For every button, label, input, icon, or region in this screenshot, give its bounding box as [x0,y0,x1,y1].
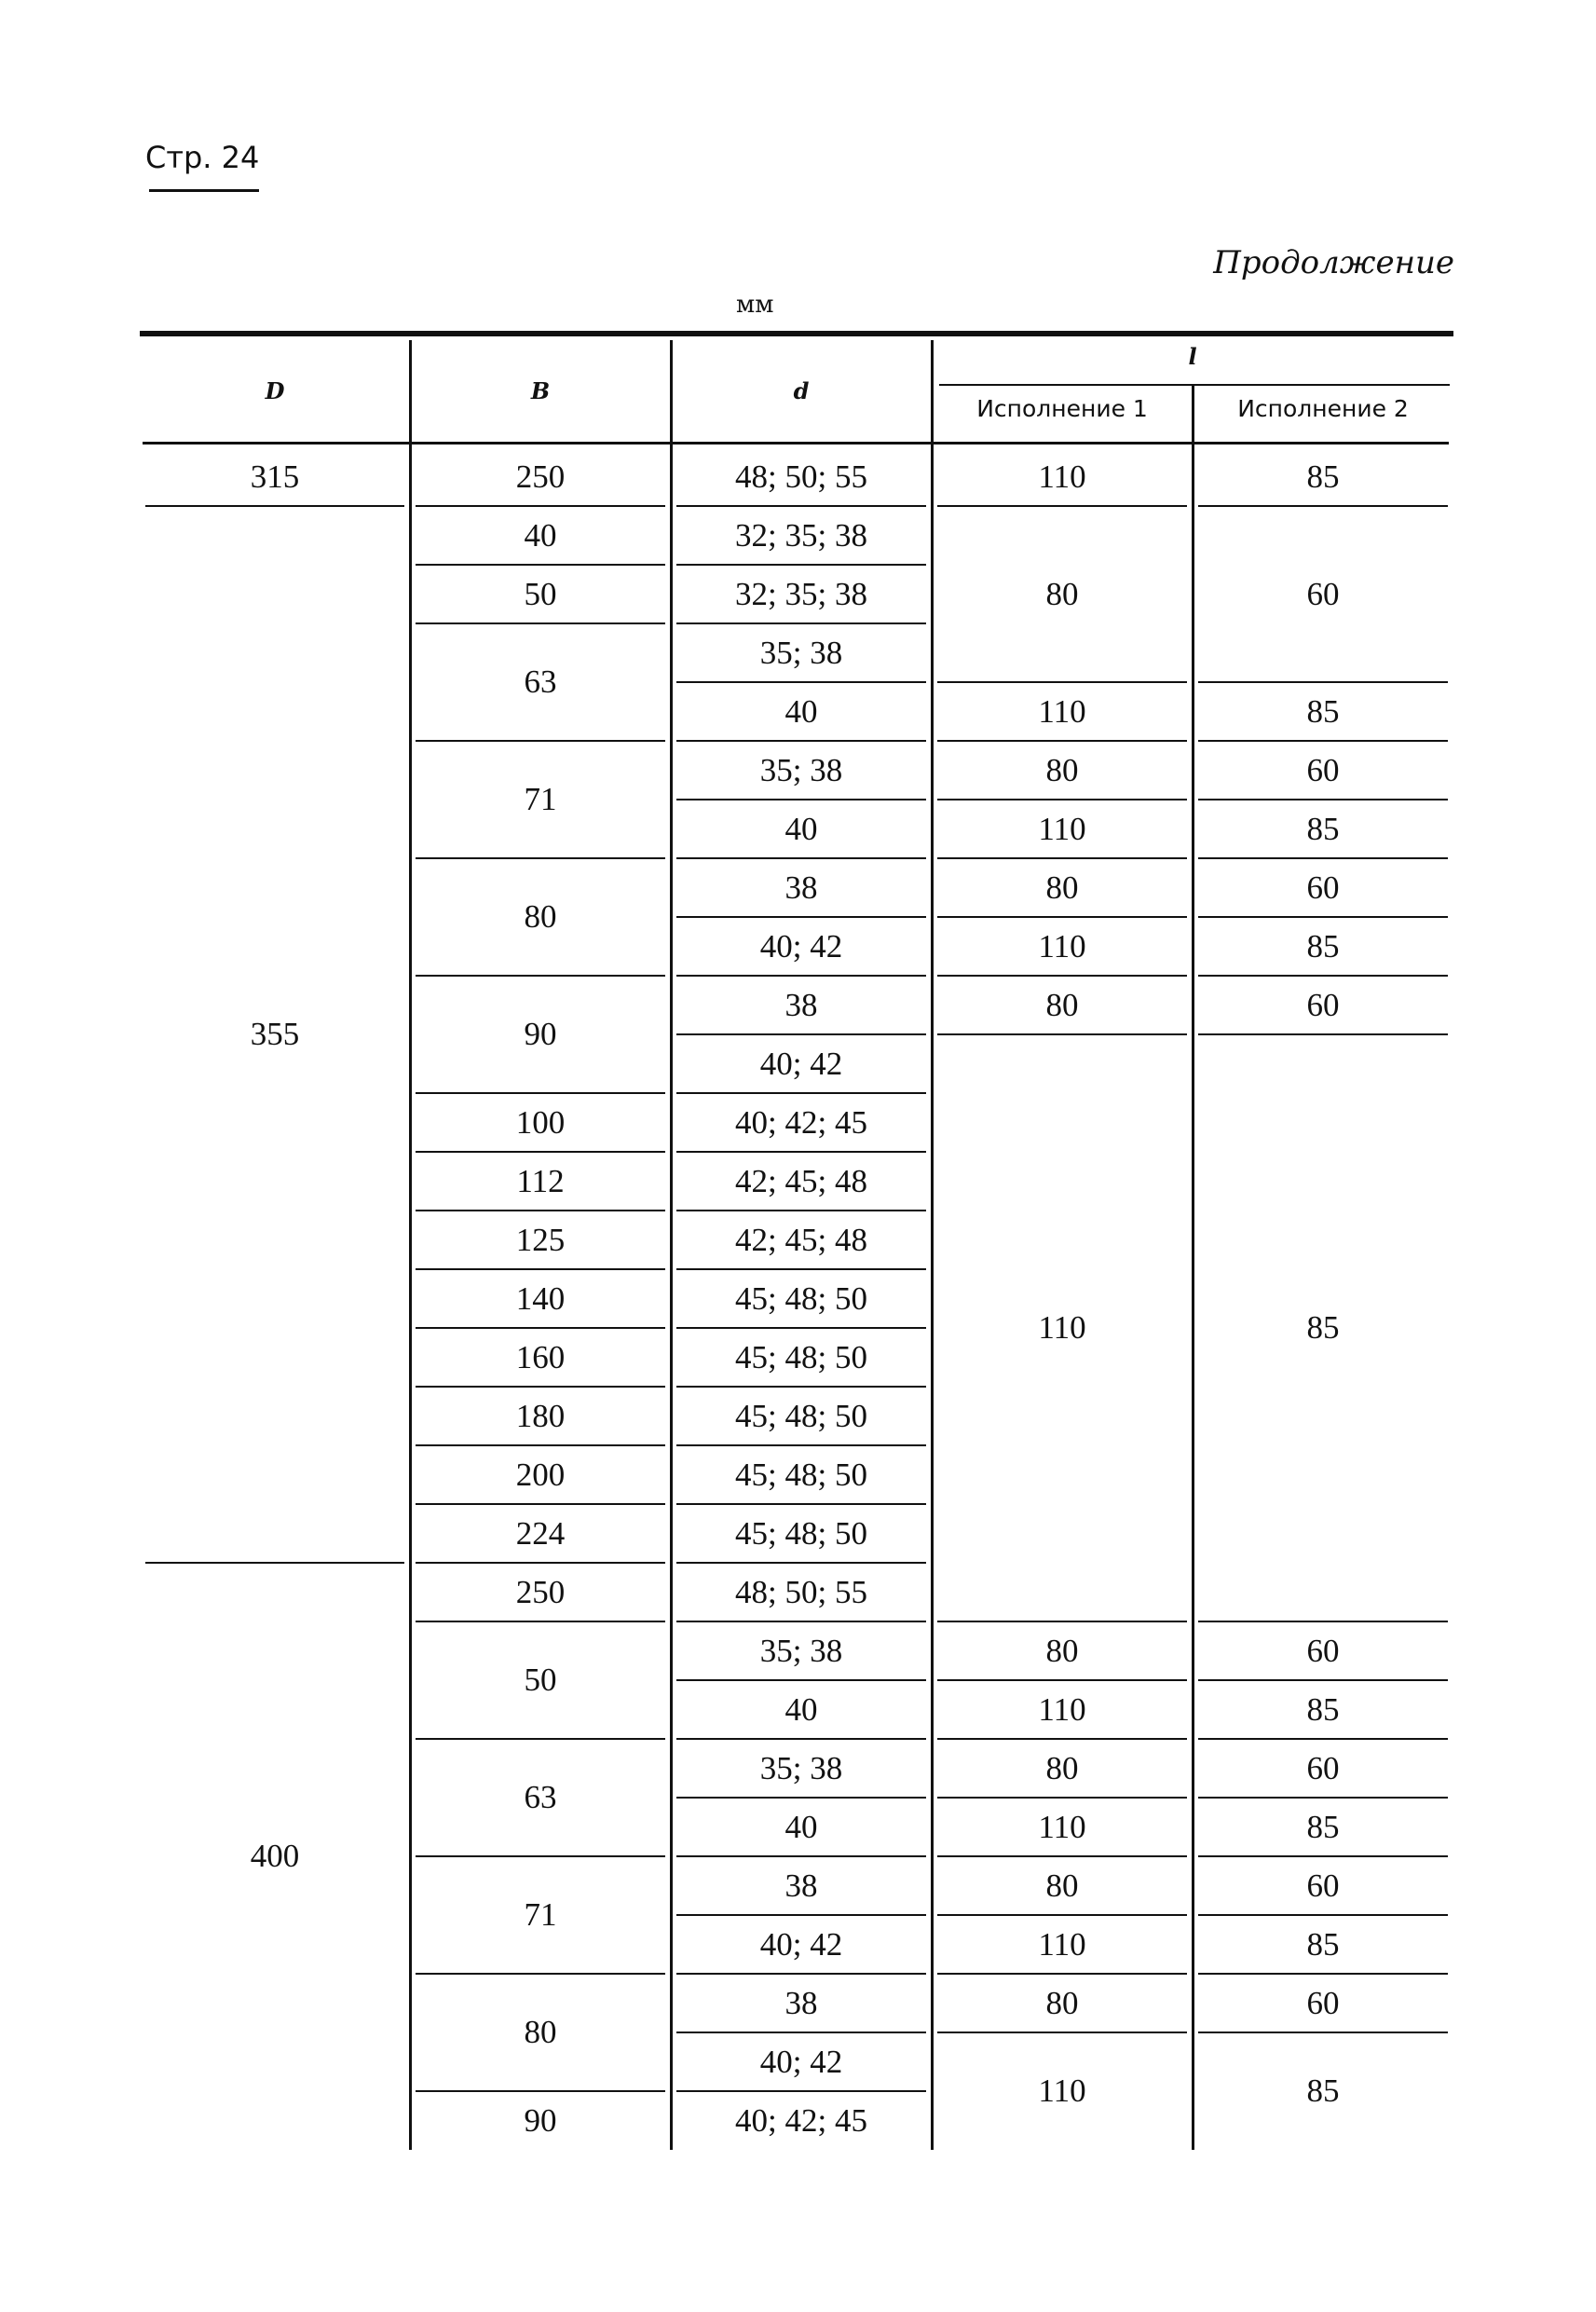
l-variant-2-cell: 60 [1306,575,1340,612]
b-value-cell: 160 [515,1338,566,1375]
row-rule [676,975,926,977]
shaft-d-cell: 40 [784,692,818,730]
shaft-d-cell: 38 [784,986,818,1023]
row-rule [145,505,404,507]
row-rule [937,975,1187,977]
row-rule [416,1210,665,1211]
row-rule [1198,799,1448,800]
l-variant-1-cell: 110 [1038,1808,1086,1845]
shaft-d-cell: 45; 48; 50 [735,1456,867,1493]
l-variant-2-cell: 60 [1306,1867,1340,1904]
row-rule [416,1268,665,1270]
l-variant-1-cell: 80 [1045,986,1079,1023]
row-rule [416,1738,665,1740]
row-rule [416,1503,665,1505]
row-rule [676,857,926,859]
shaft-d-cell: 45; 48; 50 [735,1279,867,1317]
row-rule [1198,1973,1448,1975]
b-value-cell: 90 [524,1016,557,1052]
shaft-d-cell: 38 [784,1984,818,2021]
page-number: Стр. 24 [145,140,260,175]
b-value-cell: 224 [515,1514,566,1552]
l-variant-2-cell: 85 [1306,458,1340,495]
l-variant-1-cell: 110 [1038,1690,1086,1728]
l-variant-1-cell: 80 [1045,1984,1079,2021]
row-rule [416,1444,665,1446]
l-variant-1-cell: 110 [1038,810,1086,847]
shaft-d-cell: 35; 38 [759,1749,843,1786]
shaft-d-cell: 40; 42 [759,927,843,964]
shaft-d-cell: 40; 42; 45 [735,2101,867,2139]
l-variant-1-cell: 110 [1038,458,1086,495]
b-value-cell: 80 [524,2014,557,2050]
row-rule [676,1268,926,1270]
row-rule [416,505,665,507]
row-rule [416,1327,665,1329]
row-rule [937,2032,1187,2033]
row-rule [937,1914,1187,1916]
shaft-d-cell: 38 [784,1867,818,1904]
l-variant-2-cell: 60 [1306,751,1340,788]
row-rule [416,1855,665,1857]
l-variant-2-cell: 85 [1306,1925,1340,1963]
header-l: l [1188,343,1197,370]
row-rule [1198,1033,1448,1035]
row-rule [676,1679,926,1681]
shaft-d-cell: 32; 35; 38 [735,516,867,554]
b-value-cell: 63 [524,664,557,700]
row-rule [937,857,1187,859]
b-value-cell: 180 [515,1397,566,1434]
row-rule [1198,1914,1448,1916]
row-rule [676,799,926,800]
row-rule [676,1151,926,1153]
l-variant-2-cell: 85 [1306,2073,1340,2109]
b-value-cell: 250 [515,458,566,495]
b-value-cell: 125 [515,1221,566,1258]
l-variant-2-cell: 60 [1306,986,1340,1023]
l-variant-1-cell: 110 [1038,1309,1086,1346]
shaft-d-cell: 45; 48; 50 [735,1514,867,1552]
row-rule [676,681,926,683]
row-rule [937,1797,1187,1799]
shaft-d-cell: 40 [784,810,818,847]
column-divider [1192,384,1194,2150]
column-divider [409,340,412,2150]
b-value-cell: 140 [515,1279,566,1317]
l-variant-2-cell: 85 [1306,810,1340,847]
row-rule [416,740,665,742]
row-rule [676,1503,926,1505]
l-variant-2-cell: 60 [1306,1749,1340,1786]
l-variant-2-cell: 85 [1306,1808,1340,1845]
row-rule [416,1621,665,1622]
b-value-cell: 200 [515,1456,566,1493]
row-rule [676,1797,926,1799]
row-rule [1198,2032,1448,2033]
row-rule [676,740,926,742]
shaft-d-cell: 40; 42 [759,1925,843,1963]
row-rule [676,1327,926,1329]
l-variant-1-cell: 80 [1045,575,1079,612]
row-rule [937,1679,1187,1681]
row-rule [1198,681,1448,683]
row-rule [937,799,1187,800]
shaft-d-cell: 48; 50; 55 [735,1573,867,1610]
l-variant-1-cell: 110 [1038,927,1086,964]
l-variant-2-cell: 85 [1306,692,1340,730]
l-variant-2-cell: 60 [1306,869,1340,906]
d-value-cell: 355 [250,1016,300,1052]
l-variant-2-cell: 60 [1306,1632,1340,1669]
row-rule [937,1973,1187,1975]
row-rule [1198,1797,1448,1799]
continuation-label: Продолжение [1213,244,1454,281]
row-rule [676,1914,926,1916]
shaft-d-cell: 40 [784,1808,818,1845]
row-rule [676,916,926,918]
row-rule [416,1151,665,1153]
row-rule [416,975,665,977]
b-value-cell: 50 [524,1662,557,1698]
row-rule [676,2090,926,2092]
row-rule [1198,975,1448,977]
shaft-d-cell: 45; 48; 50 [735,1338,867,1375]
d-value-cell: 400 [250,1838,300,1874]
row-rule [416,1386,665,1388]
row-rule [676,1386,926,1388]
shaft-d-cell: 40; 42 [759,2043,843,2080]
row-rule [937,505,1187,507]
column-divider [931,340,934,2150]
shaft-d-cell: 45; 48; 50 [735,1397,867,1434]
header-variant-1: Исполнение 1 [976,395,1148,422]
row-rule [416,564,665,566]
row-rule [937,740,1187,742]
b-value-cell: 100 [515,1103,566,1141]
row-rule [676,564,926,566]
b-value-cell: 50 [524,575,557,612]
units-label: мм [736,291,774,319]
l-variant-1-cell: 110 [1038,692,1086,730]
shaft-d-cell: 42; 45; 48 [735,1221,867,1258]
row-rule [1198,1855,1448,1857]
l-variant-1-cell: 80 [1045,869,1079,906]
l-variant-2-cell: 85 [1306,1690,1340,1728]
b-value-cell: 40 [524,516,557,554]
row-rule [1198,1738,1448,1740]
l-variant-1-cell: 80 [1045,1632,1079,1669]
b-value-cell: 250 [515,1573,566,1610]
row-rule [676,1621,926,1622]
header-l-divider [939,384,1450,386]
table-top-rule [140,331,1453,336]
l-variant-1-cell: 110 [1038,2073,1086,2109]
shaft-d-cell: 42; 45; 48 [735,1162,867,1199]
l-variant-2-cell: 85 [1306,1309,1340,1346]
row-rule [416,1973,665,1975]
shaft-d-cell: 35; 38 [759,1632,843,1669]
row-rule [1198,1679,1448,1681]
row-rule [1198,857,1448,859]
shaft-d-cell: 35; 38 [759,634,843,671]
b-value-cell: 90 [524,2101,557,2139]
row-rule [1198,740,1448,742]
shaft-d-cell: 40 [784,1690,818,1728]
b-value-cell: 112 [516,1162,565,1199]
row-rule [1198,505,1448,507]
row-rule [676,1092,926,1094]
l-variant-1-cell: 80 [1045,1867,1079,1904]
row-rule [1198,1621,1448,1622]
row-rule [416,2090,665,2092]
row-rule [676,2032,926,2033]
page-number-underline [149,189,259,192]
shaft-d-cell: 35; 38 [759,751,843,788]
l-variant-1-cell: 80 [1045,751,1079,788]
b-value-cell: 63 [524,1779,557,1815]
row-rule [937,1855,1187,1857]
shaft-d-cell: 48; 50; 55 [735,458,867,495]
header-d: d [793,377,810,404]
row-rule [676,622,926,624]
row-rule [676,1210,926,1211]
row-rule [416,1092,665,1094]
row-rule [937,916,1187,918]
b-value-cell: 71 [524,1896,557,1933]
row-rule [676,1033,926,1035]
shaft-d-cell: 40; 42 [759,1045,843,1082]
header-D: D [265,377,285,404]
l-variant-1-cell: 80 [1045,1749,1079,1786]
shaft-d-cell: 32; 35; 38 [735,575,867,612]
header-B: B [530,377,551,404]
header-bottom-rule [143,442,1449,445]
row-rule [937,1621,1187,1622]
shaft-d-cell: 40; 42; 45 [735,1103,867,1141]
header-variant-2: Исполнение 2 [1237,395,1409,422]
row-rule [676,1855,926,1857]
l-variant-1-cell: 110 [1038,1925,1086,1963]
b-value-cell: 80 [524,898,557,935]
column-divider [670,340,673,2150]
row-rule [676,1562,926,1564]
row-rule [676,505,926,507]
row-rule [937,1033,1187,1035]
row-rule [937,681,1187,683]
row-rule [676,1973,926,1975]
row-rule [676,1444,926,1446]
row-rule [1198,916,1448,918]
l-variant-2-cell: 85 [1306,927,1340,964]
d-value-cell: 315 [250,458,300,495]
row-rule [416,622,665,624]
shaft-d-cell: 38 [784,869,818,906]
row-rule [676,1738,926,1740]
row-rule [416,857,665,859]
b-value-cell: 71 [524,781,557,817]
row-rule [416,1562,665,1564]
row-rule [937,1738,1187,1740]
row-rule [145,1562,404,1564]
l-variant-2-cell: 60 [1306,1984,1340,2021]
